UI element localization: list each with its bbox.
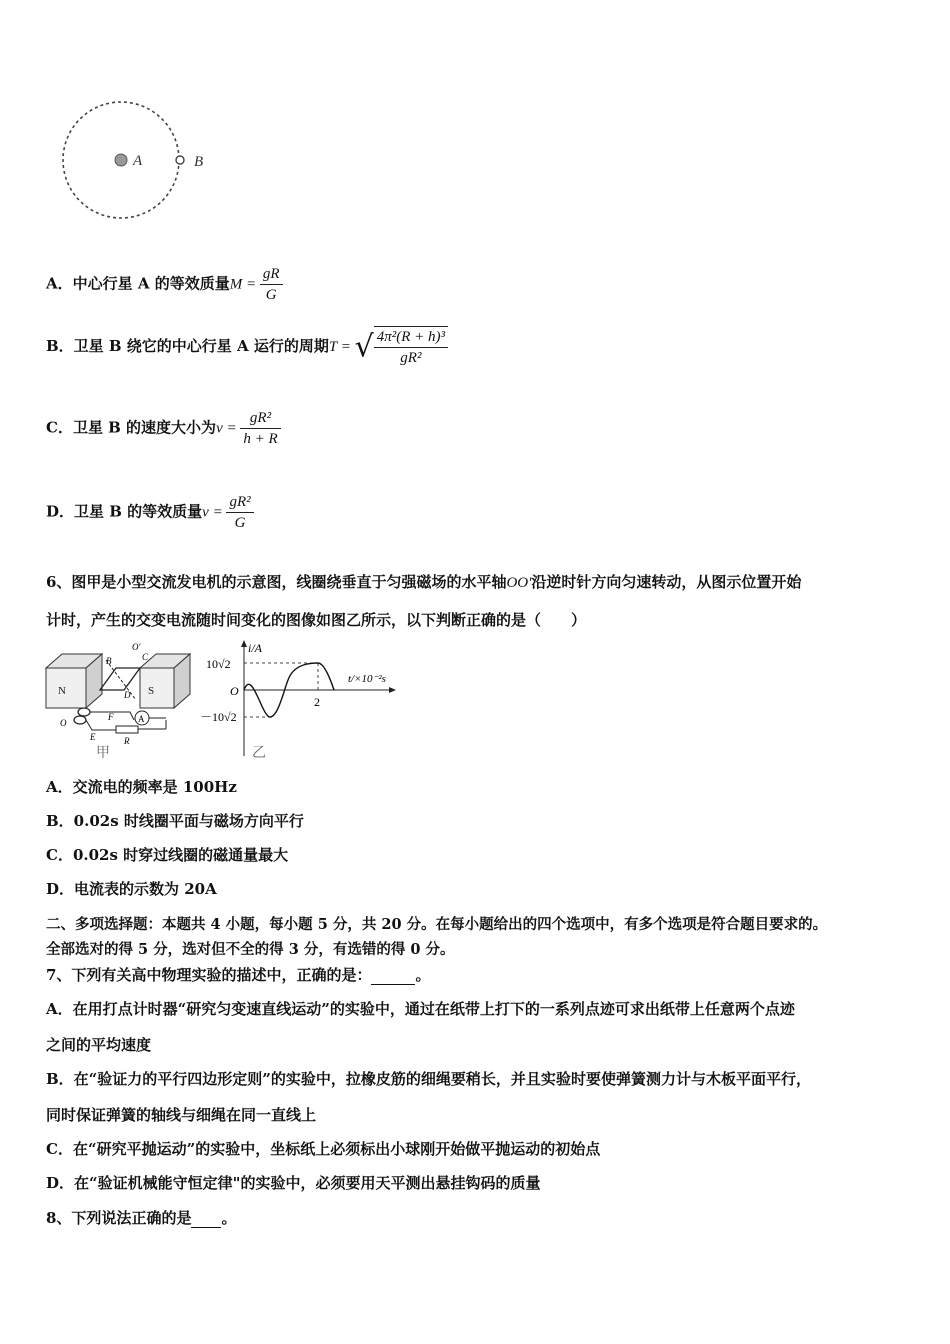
q6-option-c[interactable]: C．0.02s 时穿过线圈的磁通量最大 bbox=[46, 846, 289, 864]
q5-option-c-text: C．卫星 B 的速度大小为 bbox=[46, 418, 217, 437]
current-time-graph bbox=[200, 638, 400, 762]
resistor-r-label: R bbox=[124, 736, 130, 746]
q5-option-d-text: D．卫星 B 的等效质量 bbox=[46, 502, 203, 521]
coil-b-label: B bbox=[106, 656, 112, 666]
q6-axis-symbol: OO' bbox=[506, 575, 532, 591]
q8-answer-blank[interactable] bbox=[191, 1209, 221, 1228]
graph-xtick: 2 bbox=[314, 695, 320, 709]
fig-yi-caption: 乙 bbox=[252, 745, 266, 761]
magnet-n-label: N bbox=[58, 685, 66, 697]
axis-o-bottom-label: O bbox=[60, 718, 67, 728]
q8-stem: 8、下列说法正确的是 。 bbox=[46, 1209, 237, 1227]
fig-jia-caption: 甲 bbox=[96, 745, 110, 761]
q6-option-b[interactable]: B．0.02s 时线圈平面与磁场方向平行 bbox=[46, 812, 304, 830]
q5-option-a-fraction: $\frac{gR}{G}$ bbox=[260, 264, 283, 305]
q7-stem: 7、下列有关高中物理实验的描述中，正确的是： 。 bbox=[46, 966, 431, 984]
graph-xlabel: t/×10⁻²s bbox=[348, 673, 386, 685]
q7-option-d[interactable]: D．在“验证机械能守恒定律"的实验中，必须要用天平测出悬挂钩码的质量 bbox=[46, 1174, 541, 1192]
graph-ytick-bottom: －10√2 bbox=[200, 710, 237, 724]
q6-stem-line2: 计时，产生的交变电流随时间变化的图像如图乙所示，以下判断正确的是（ ） bbox=[46, 611, 587, 629]
q5-option-c-lhs: v bbox=[216, 420, 223, 437]
q5-option-b[interactable]: B．卫星 B 绕它的中心行星 A 运行的周期T = √ $\frac{\text{4π²(R + h)³}}{\text{gR²}}$ bbox=[46, 326, 448, 368]
planet-a bbox=[115, 154, 127, 166]
q7-answer-blank[interactable] bbox=[371, 966, 415, 985]
q5-option-a-lhs: M bbox=[229, 276, 243, 293]
q5-option-b-text: B．卫星 B 绕它的中心行星 A 运行的周期 bbox=[46, 337, 329, 355]
generator-figure bbox=[44, 638, 194, 762]
q7-option-b-line2: 同时保证弹簧的轴线与细绳在同一直线上 bbox=[46, 1106, 317, 1124]
q6-option-d[interactable]: D．电流表的示数为 20A bbox=[46, 880, 217, 898]
graph-ylabel: i/A bbox=[248, 641, 262, 655]
section2-heading: 二、多项选择题：本题共 4 小题，每小题 5 分，共 20 分。在每小题给出的四个选项中，有多个选项是符合题目要求的。 bbox=[46, 916, 828, 933]
ammeter-label: A bbox=[138, 714, 145, 724]
q6-option-a[interactable]: A．交流电的频率是 100Hz bbox=[46, 778, 237, 796]
q7-option-c[interactable]: C．在“研究平抛运动”的实验中，坐标纸上必须标出小球刚开始做平抛运动的初始点 bbox=[46, 1140, 601, 1158]
q5-option-d-lhs: v bbox=[202, 504, 209, 521]
q5-option-d[interactable]: D．卫星 B 的等效质量v = $\frac{\text{gR²}}{G}$ bbox=[46, 492, 254, 533]
sqrt-sign-icon: √ bbox=[354, 329, 374, 365]
brush-e-label: E bbox=[90, 732, 96, 742]
q5-option-a[interactable]: A．中心行星 A 的等效质量M = $\frac{gR}{G}$ bbox=[46, 264, 283, 305]
q7-option-a-line2: 之间的平均速度 bbox=[46, 1036, 152, 1054]
q5-option-b-fraction: $\frac{\text{4π²(R + h)³}}{\text{gR²}}$ bbox=[374, 326, 448, 368]
coil-d-label: D bbox=[124, 690, 131, 700]
graph-origin: O bbox=[230, 684, 239, 698]
graph-ytick-top: 10√2 bbox=[206, 657, 231, 671]
q6-stem-line1: 6、图甲是小型交流发电机的示意图，线圈绕垂直于匀强磁场的水平轴OO'沿逆时针方向匀速转动，从图示位置开始 bbox=[46, 573, 802, 591]
orbit-figure bbox=[55, 100, 225, 225]
satellite-b-label: B bbox=[194, 154, 204, 170]
q5-option-a-text: A．中心行星 A 的等效质量 bbox=[46, 274, 230, 293]
axis-o-top-label: O' bbox=[132, 642, 141, 652]
q5-option-d-fraction: $\frac{\text{gR²}}{G}$ bbox=[226, 492, 253, 533]
satellite-b bbox=[176, 156, 184, 164]
magnet-s-label: S bbox=[148, 685, 155, 697]
brush-f-label: F bbox=[108, 712, 114, 722]
q5-option-c-fraction: $\frac{\text{gR²}}{h + R}$ bbox=[240, 408, 280, 449]
q7-option-b-line1[interactable]: B．在“验证力的平行四边形定则”的实验中，拉橡皮筋的细绳要稍长，并且实验时要使弹簧测力计与木板平面平行， bbox=[46, 1070, 811, 1088]
q7-option-a-line1[interactable]: A．在用打点计时器“研究匀变速直线运动”的实验中，通过在纸带上打下的一系列点迹可求出纸带上任意两个点迹 bbox=[46, 1000, 795, 1018]
q5-option-b-lhs: T bbox=[328, 339, 337, 355]
section2-scoring: 全部选对的得 5 分，选对但不全的得 3 分，有选错的得 0 分。 bbox=[46, 941, 455, 958]
planet-a-label: A bbox=[133, 153, 143, 169]
q5-option-c[interactable]: C．卫星 B 的速度大小为v = $\frac{\text{gR²}}{h + R}$ bbox=[46, 408, 281, 449]
coil-c-label: C bbox=[142, 652, 149, 662]
